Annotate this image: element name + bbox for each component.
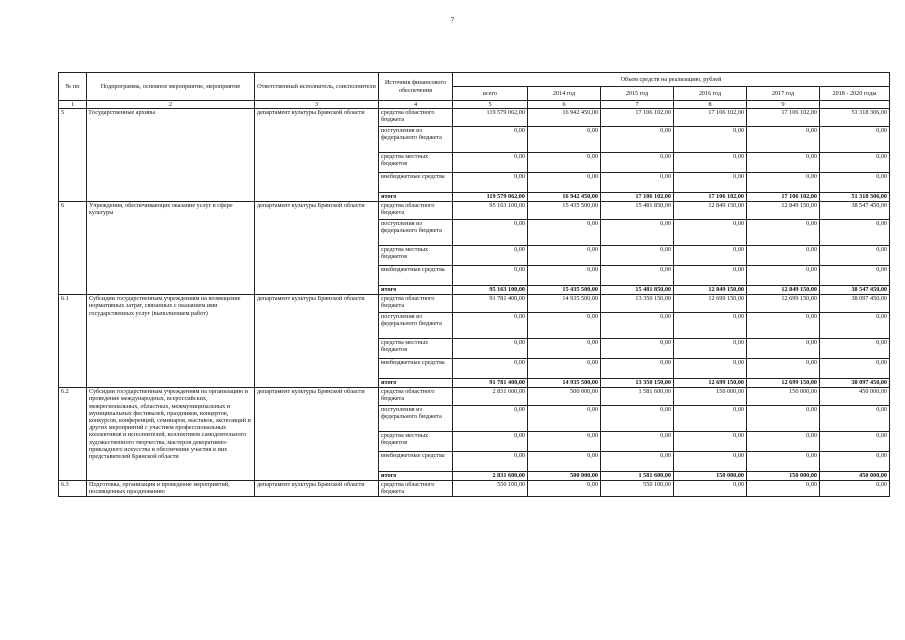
amount-cell: 0,00 xyxy=(674,153,747,173)
column-number: 5 xyxy=(453,101,528,109)
table-body xyxy=(59,101,890,497)
amount-cell: 0,00 xyxy=(820,481,890,496)
funding-source: средства местных бюджетов xyxy=(379,432,453,452)
amount-cell: 0,00 xyxy=(453,127,528,153)
amount-cell: 12 699 150,00 xyxy=(747,295,820,313)
amount-cell: 0,00 xyxy=(820,432,890,452)
table-row xyxy=(59,295,890,313)
amount-cell: 91 781 400,00 xyxy=(453,379,528,388)
amount-cell: 12 849 150,00 xyxy=(674,202,747,220)
amount-cell: 0,00 xyxy=(601,127,674,153)
amount-cell: 0,00 xyxy=(747,481,820,496)
funding-source: итого xyxy=(379,379,453,388)
amount-cell: 16 942 450,00 xyxy=(528,109,601,127)
amount-cell: 0,00 xyxy=(601,313,674,339)
amount-cell: 0,00 xyxy=(820,406,890,432)
amount-cell: 0,00 xyxy=(674,266,747,286)
amount-cell: 0,00 xyxy=(820,339,890,359)
header-program: Подпрограмма, основное мероприятие, мероприятие xyxy=(87,73,255,101)
header-2015: 2015 год xyxy=(601,87,674,101)
amount-cell: 0,00 xyxy=(747,339,820,359)
funding-table xyxy=(58,72,890,497)
amount-cell: 0,00 xyxy=(601,266,674,286)
amount-cell: 0,00 xyxy=(601,220,674,246)
amount-cell: 51 318 306,00 xyxy=(820,109,890,127)
amount-cell: 0,00 xyxy=(453,452,528,472)
amount-cell: 0,00 xyxy=(820,266,890,286)
column-number: 1 xyxy=(59,101,87,109)
item-name: Субсидии государственным учреждениям на возмещение нормативных затрат, связанных с оказанием ими государственных услуг (выполнением работ) xyxy=(87,295,255,388)
amount-cell: 13 350 150,00 xyxy=(601,379,674,388)
header-num: № пп xyxy=(59,73,87,101)
amount-cell: 0,00 xyxy=(601,339,674,359)
amount-cell: 0,00 xyxy=(601,406,674,432)
item-executor: департамент культуры Брянской области xyxy=(255,388,379,481)
header-2017: 2017 год xyxy=(747,87,820,101)
amount-cell: 150 000,00 xyxy=(747,388,820,406)
amount-cell: 91 781 400,00 xyxy=(453,295,528,313)
amount-cell: 500 000,00 xyxy=(528,472,601,481)
amount-cell: 0,00 xyxy=(674,432,747,452)
amount-cell: 13 350 150,00 xyxy=(601,295,674,313)
amount-cell: 51 318 306,00 xyxy=(820,193,890,202)
header-executor: Ответственный исполнитель, соисполнители xyxy=(255,73,379,101)
column-number: 8 xyxy=(674,101,747,109)
amount-cell: 0,00 xyxy=(453,153,528,173)
item-name: Субсидии государственным учреждениям на организацию и проведение международных, всероссийских, межрегиональных, областных, межмуниципальных и муниципальных фестивалей, праздников, концертов, конкурсов, конференций, семинаров, выставок, экспозиций и других мероприятий с участием профессиональных коллективов и исполнителей, коллективов самодеятельного художественного творчества, мастеров декоративно-прикладного искусства и обеспечение участия в них представителей Брянской области xyxy=(87,388,255,481)
funding-source: итого xyxy=(379,193,453,202)
amount-cell: 1 581 600,00 xyxy=(601,472,674,481)
amount-cell: 0,00 xyxy=(528,452,601,472)
amount-cell: 0,00 xyxy=(747,432,820,452)
amount-cell: 0,00 xyxy=(528,481,601,496)
amount-cell: 2 831 600,00 xyxy=(453,388,528,406)
item-executor: департамент культуры Брянской области xyxy=(255,481,379,496)
item-number: 6.3 xyxy=(59,481,87,496)
column-number: 6 xyxy=(528,101,601,109)
header-source: Источник финансового обеспечения xyxy=(379,73,453,101)
amount-cell: 119 579 062,00 xyxy=(453,193,528,202)
amount-cell: 17 106 102,00 xyxy=(747,193,820,202)
amount-cell: 0,00 xyxy=(674,127,747,153)
amount-cell: 15 435 500,00 xyxy=(528,286,601,295)
funding-source: средства местных бюджетов xyxy=(379,153,453,173)
amount-cell: 15 435 500,00 xyxy=(528,202,601,220)
amount-cell: 450 000,00 xyxy=(820,472,890,481)
amount-cell: 0,00 xyxy=(528,339,601,359)
amount-cell: 0,00 xyxy=(601,359,674,379)
amount-cell: 17 106 102,00 xyxy=(601,193,674,202)
amount-cell: 38 547 450,00 xyxy=(820,286,890,295)
amount-cell: 38 547 450,00 xyxy=(820,202,890,220)
amount-cell: 0,00 xyxy=(820,173,890,193)
amount-cell: 0,00 xyxy=(674,359,747,379)
amount-cell: 0,00 xyxy=(747,153,820,173)
funding-source: внебюджетные средства xyxy=(379,173,453,193)
funding-source: средства областного бюджета xyxy=(379,109,453,127)
amount-cell: 0,00 xyxy=(453,359,528,379)
amount-cell: 0,00 xyxy=(747,359,820,379)
column-numbers-row xyxy=(59,101,890,109)
item-executor: департамент культуры Брянской области xyxy=(255,202,379,295)
funding-source: итого xyxy=(379,286,453,295)
amount-cell: 0,00 xyxy=(820,452,890,472)
table-row xyxy=(59,481,890,496)
amount-cell: 1 581 600,00 xyxy=(601,388,674,406)
funding-source: внебюджетные средства xyxy=(379,452,453,472)
amount-cell: 0,00 xyxy=(453,339,528,359)
amount-cell: 17 106 102,00 xyxy=(601,109,674,127)
amount-cell: 0,00 xyxy=(528,266,601,286)
amount-cell: 0,00 xyxy=(674,220,747,246)
funding-source: средства областного бюджета xyxy=(379,202,453,220)
amount-cell: 95 163 100,00 xyxy=(453,202,528,220)
amount-cell: 0,00 xyxy=(453,266,528,286)
column-number: 3 xyxy=(255,101,379,109)
item-number: 5 xyxy=(59,109,87,202)
amount-cell: 0,00 xyxy=(528,359,601,379)
amount-cell: 0,00 xyxy=(820,220,890,246)
amount-cell: 0,00 xyxy=(453,432,528,452)
table-row xyxy=(59,202,890,220)
amount-cell: 0,00 xyxy=(453,173,528,193)
amount-cell: 0,00 xyxy=(747,406,820,432)
amount-cell: 0,00 xyxy=(747,313,820,339)
amount-cell: 0,00 xyxy=(674,339,747,359)
amount-cell: 0,00 xyxy=(674,452,747,472)
amount-cell: 16 942 450,00 xyxy=(528,193,601,202)
item-name: Государственные архивы xyxy=(87,109,255,202)
funding-source: средства областного бюджета xyxy=(379,295,453,313)
funding-source: средства областного бюджета xyxy=(379,481,453,496)
amount-cell: 0,00 xyxy=(674,406,747,432)
funding-source: поступления из федерального бюджета xyxy=(379,220,453,246)
item-executor: департамент культуры Брянской области xyxy=(255,295,379,388)
amount-cell: 0,00 xyxy=(674,246,747,266)
amount-cell: 0,00 xyxy=(453,246,528,266)
amount-cell: 450 000,00 xyxy=(820,388,890,406)
amount-cell: 550 100,00 xyxy=(453,481,528,496)
funding-source: средства местных бюджетов xyxy=(379,246,453,266)
funding-source: средства областного бюджета xyxy=(379,388,453,406)
item-number: 6 xyxy=(59,202,87,295)
amount-cell: 0,00 xyxy=(820,359,890,379)
funding-source: поступления из федерального бюджета xyxy=(379,313,453,339)
amount-cell: 17 106 102,00 xyxy=(674,109,747,127)
amount-cell: 0,00 xyxy=(528,313,601,339)
amount-cell: 0,00 xyxy=(601,173,674,193)
amount-cell: 0,00 xyxy=(747,127,820,153)
amount-cell: 0,00 xyxy=(528,127,601,153)
page-number: 7 xyxy=(450,16,455,24)
amount-cell: 2 831 600,00 xyxy=(453,472,528,481)
amount-cell: 0,00 xyxy=(820,313,890,339)
funding-source: внебюджетные средства xyxy=(379,359,453,379)
amount-cell: 0,00 xyxy=(747,452,820,472)
amount-cell: 0,00 xyxy=(453,313,528,339)
amount-cell: 14 935 500,00 xyxy=(528,379,601,388)
header-2014: 2014 год xyxy=(528,87,601,101)
amount-cell: 0,00 xyxy=(674,173,747,193)
amount-cell: 15 481 850,00 xyxy=(601,202,674,220)
funding-source: итого xyxy=(379,472,453,481)
funding-source: внебюджетные средства xyxy=(379,266,453,286)
header-volume: Объем средств на реализацию, рублей xyxy=(453,73,890,87)
amount-cell: 12 699 150,00 xyxy=(674,379,747,388)
column-number: 7 xyxy=(601,101,674,109)
amount-cell: 12 849 150,00 xyxy=(747,202,820,220)
item-number: 6.1 xyxy=(59,295,87,388)
column-number: 2 xyxy=(87,101,255,109)
amount-cell: 14 935 500,00 xyxy=(528,295,601,313)
funding-source: поступления из федерального бюджета xyxy=(379,127,453,153)
item-executor: департамент культуры Брянской области xyxy=(255,109,379,202)
item-number: 6.2 xyxy=(59,388,87,481)
amount-cell: 38 097 450,00 xyxy=(820,379,890,388)
amount-cell: 0,00 xyxy=(820,127,890,153)
amount-cell: 0,00 xyxy=(528,246,601,266)
amount-cell: 500 000,00 xyxy=(528,388,601,406)
amount-cell: 0,00 xyxy=(528,406,601,432)
amount-cell: 0,00 xyxy=(601,153,674,173)
header-2016: 2016 год xyxy=(674,87,747,101)
header-total: всего xyxy=(453,87,528,101)
amount-cell: 12 699 150,00 xyxy=(674,295,747,313)
item-name: Подготовка, организация и проведение мероприятий, посвященных празднованию xyxy=(87,481,255,496)
amount-cell: 0,00 xyxy=(528,432,601,452)
amount-cell: 0,00 xyxy=(453,220,528,246)
amount-cell: 0,00 xyxy=(747,266,820,286)
funding-source: поступления из федерального бюджета xyxy=(379,406,453,432)
amount-cell: 550 100,00 xyxy=(601,481,674,496)
funding-source: средства местных бюджетов xyxy=(379,339,453,359)
amount-cell: 17 106 102,00 xyxy=(747,109,820,127)
amount-cell: 0,00 xyxy=(528,220,601,246)
amount-cell: 0,00 xyxy=(528,153,601,173)
amount-cell: 0,00 xyxy=(820,153,890,173)
amount-cell: 0,00 xyxy=(601,452,674,472)
amount-cell: 0,00 xyxy=(747,173,820,193)
table-row xyxy=(59,109,890,127)
column-number: 9 xyxy=(747,101,820,109)
amount-cell: 0,00 xyxy=(747,246,820,266)
amount-cell: 0,00 xyxy=(601,246,674,266)
amount-cell: 95 163 100,00 xyxy=(453,286,528,295)
amount-cell: 150 000,00 xyxy=(747,472,820,481)
header-2018-2020: 2018 - 2020 годы xyxy=(820,87,890,101)
amount-cell: 150 000,00 xyxy=(674,388,747,406)
amount-cell: 0,00 xyxy=(528,173,601,193)
amount-cell: 15 481 850,00 xyxy=(601,286,674,295)
amount-cell: 0,00 xyxy=(747,220,820,246)
amount-cell: 0,00 xyxy=(820,246,890,266)
table-row xyxy=(59,388,890,406)
amount-cell: 150 000,00 xyxy=(674,472,747,481)
amount-cell: 119 579 062,00 xyxy=(453,109,528,127)
amount-cell: 38 097 450,00 xyxy=(820,295,890,313)
amount-cell: 0,00 xyxy=(453,406,528,432)
column-number-blank xyxy=(820,101,890,109)
amount-cell: 12 849 150,00 xyxy=(674,286,747,295)
amount-cell: 12 699 150,00 xyxy=(747,379,820,388)
column-number: 4 xyxy=(379,101,453,109)
item-name: Учреждения, обеспечивающие оказание услуг в сфере культуры xyxy=(87,202,255,295)
amount-cell: 0,00 xyxy=(674,313,747,339)
amount-cell: 0,00 xyxy=(674,481,747,496)
amount-cell: 17 106 102,00 xyxy=(674,193,747,202)
amount-cell: 12 849 150,00 xyxy=(747,286,820,295)
amount-cell: 0,00 xyxy=(601,432,674,452)
